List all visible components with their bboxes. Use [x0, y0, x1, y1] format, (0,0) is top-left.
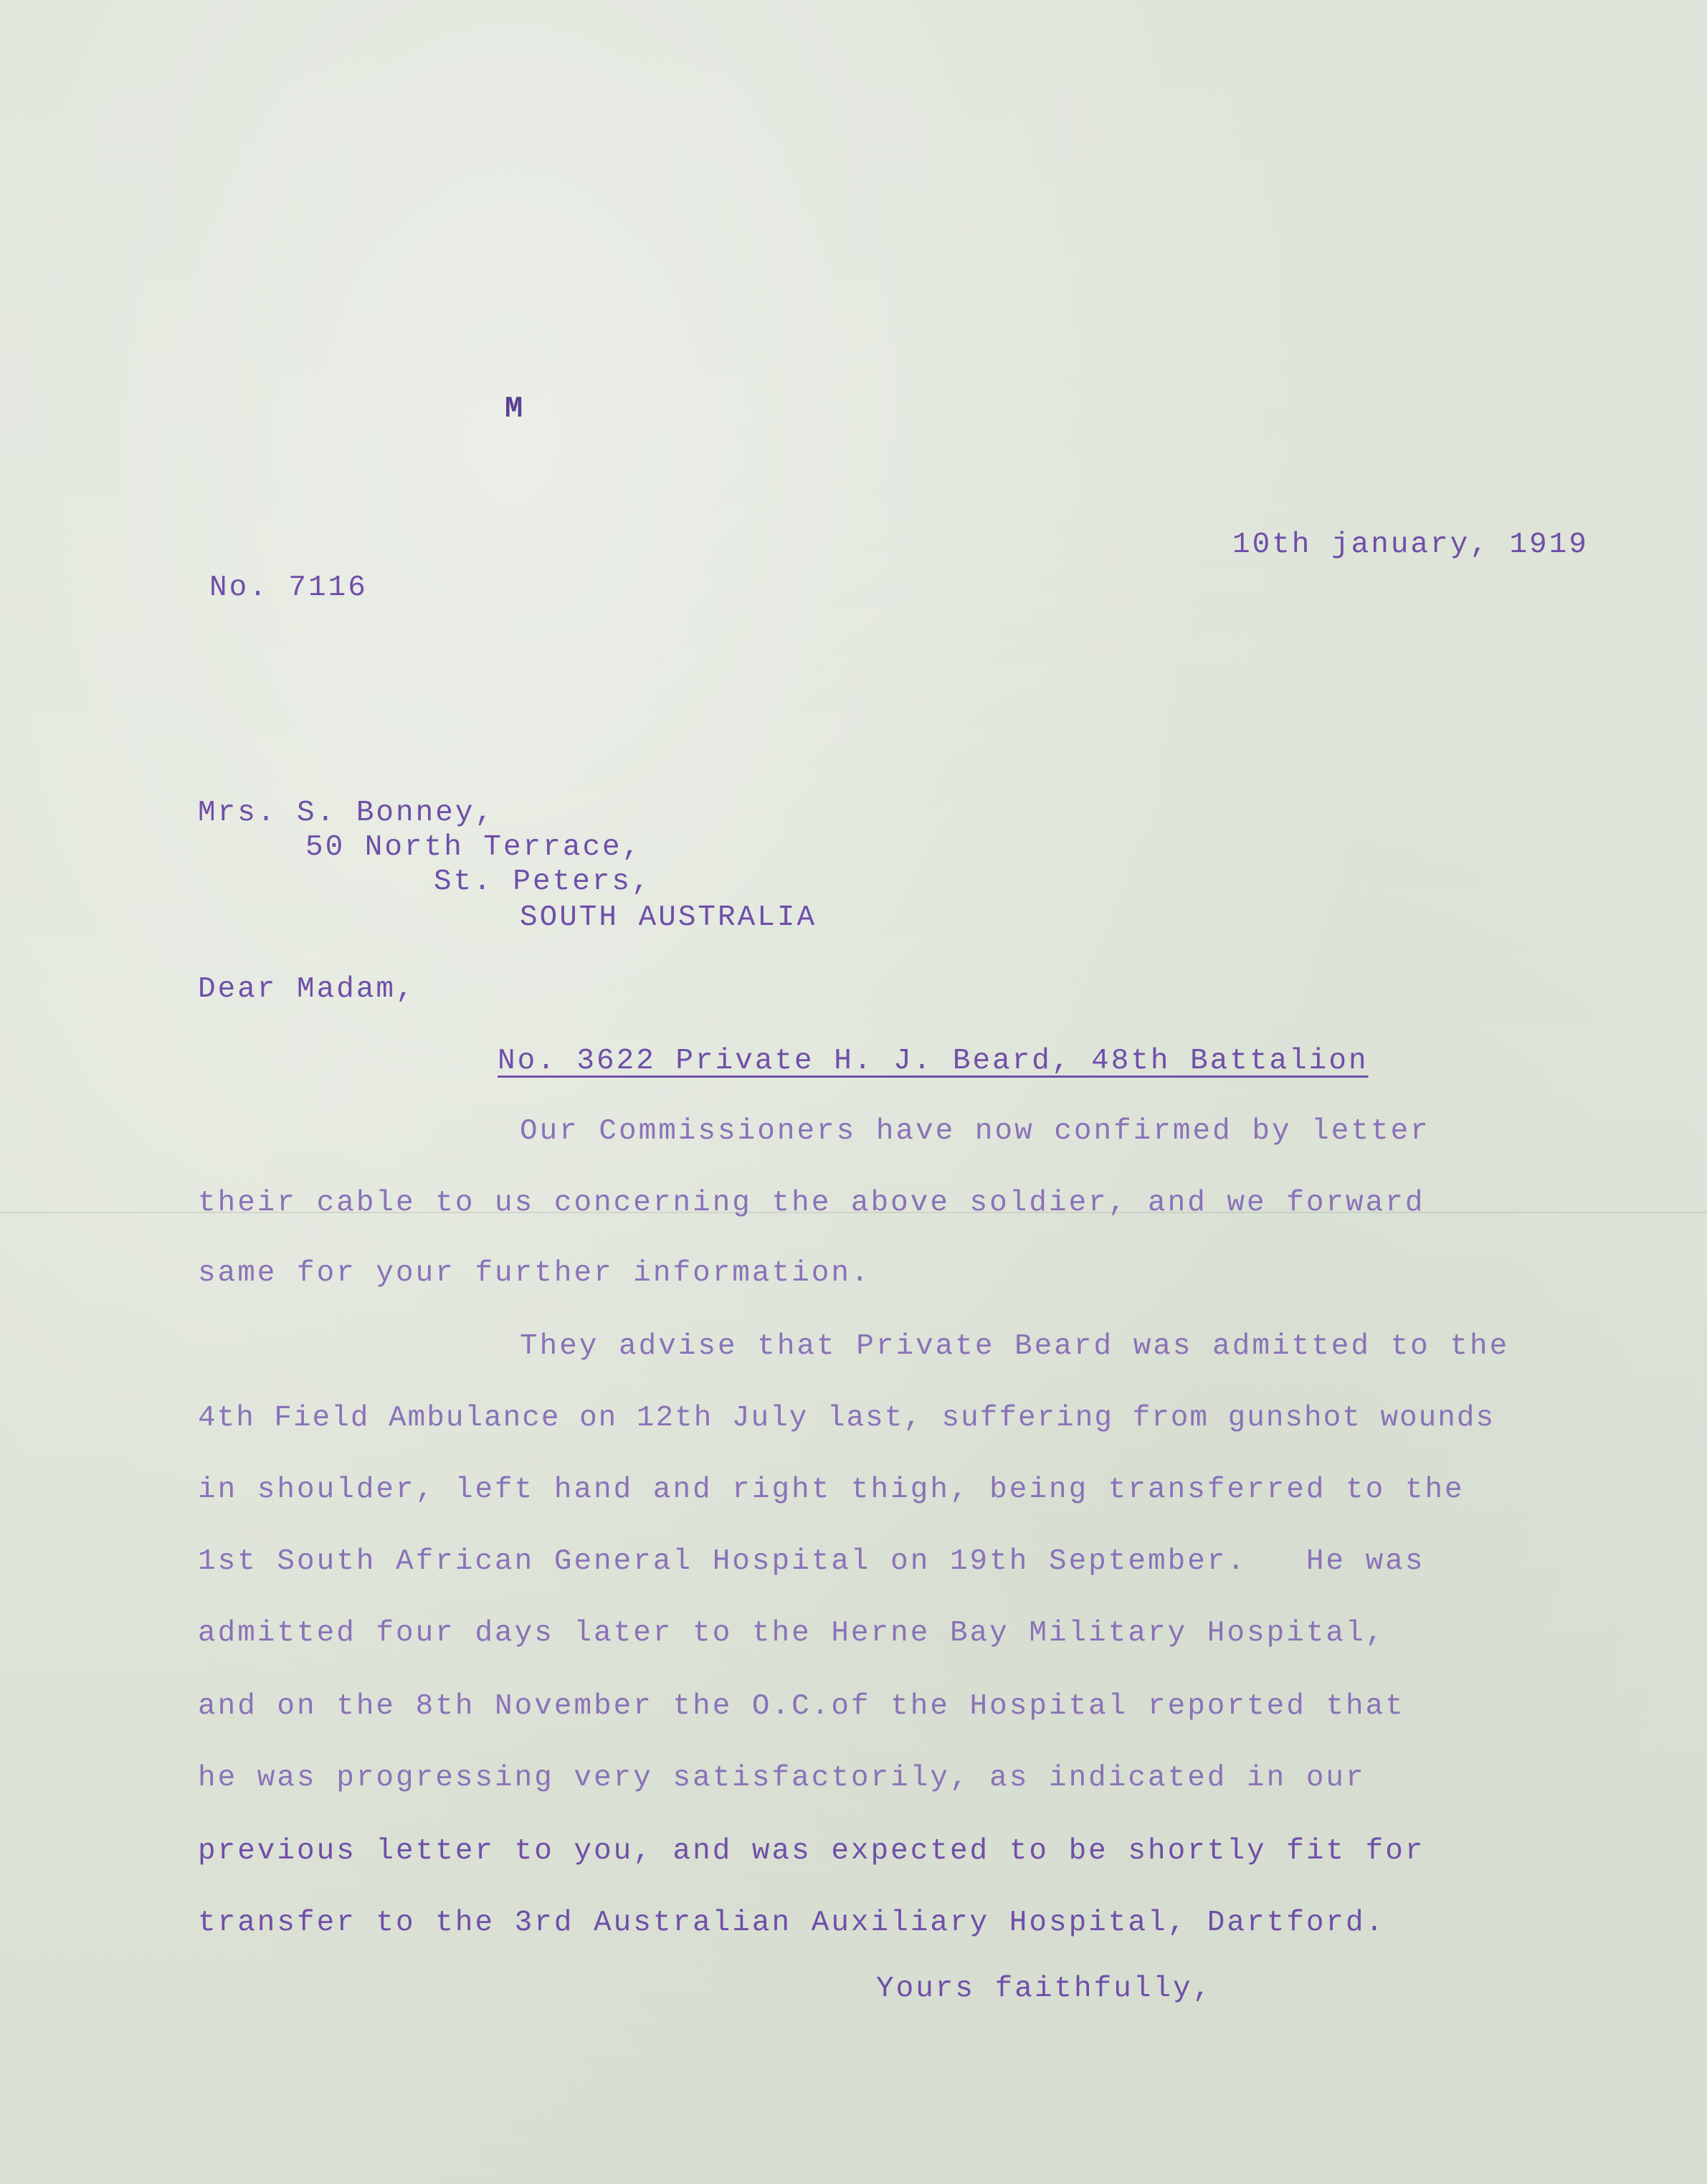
paragraph-line: admitted four days later to the Herne Bay Military Hospital,: [198, 1617, 1386, 1650]
closing: Yours faithfully,: [876, 1972, 1213, 2005]
salutation: Dear Madam,: [198, 973, 416, 1006]
paragraph-line: same for your further information.: [198, 1257, 871, 1290]
address-street: 50 North Terrace,: [305, 831, 642, 864]
address-suburb: St. Peters,: [434, 865, 652, 898]
paragraph-line: previous letter to you, and was expected to be shortly fit for: [198, 1835, 1425, 1868]
paragraph-line: transfer to the 3rd Australian Auxiliary Hospital, Dartford.: [198, 1907, 1386, 1940]
letter-date: 10th january, 1919: [1232, 528, 1589, 561]
paragraph-line: 4th Field Ambulance on 12th July last, suffering from gunshot wounds: [198, 1402, 1496, 1435]
paragraph-line: Our Commissioners have now confirmed by letter: [520, 1115, 1430, 1148]
address-state: SOUTH AUSTRALIA: [520, 901, 817, 934]
address-name: Mrs. S. Bonney,: [198, 797, 495, 830]
reference-number: No. 7116: [209, 571, 368, 604]
paragraph-line: They advise that Private Beard was admitted to the: [520, 1330, 1510, 1363]
paragraph-line: their cable to us concerning the above soldier, and we forward: [198, 1187, 1425, 1220]
paragraph-line: and on the 8th November the O.C.of the Hospital reported that: [198, 1690, 1405, 1723]
paragraph-line: 1st South African General Hospital on 19th September. He was: [198, 1545, 1425, 1578]
file-mark: M: [505, 391, 523, 426]
paragraph-line: in shoulder, left hand and right thigh, being transferred to the: [198, 1473, 1465, 1506]
paragraph-line: he was progressing very satisfactorily, as indicated in our: [198, 1762, 1366, 1795]
subject-line: No. 3622 Private H. J. Beard, 48th Battalion: [498, 1045, 1369, 1078]
